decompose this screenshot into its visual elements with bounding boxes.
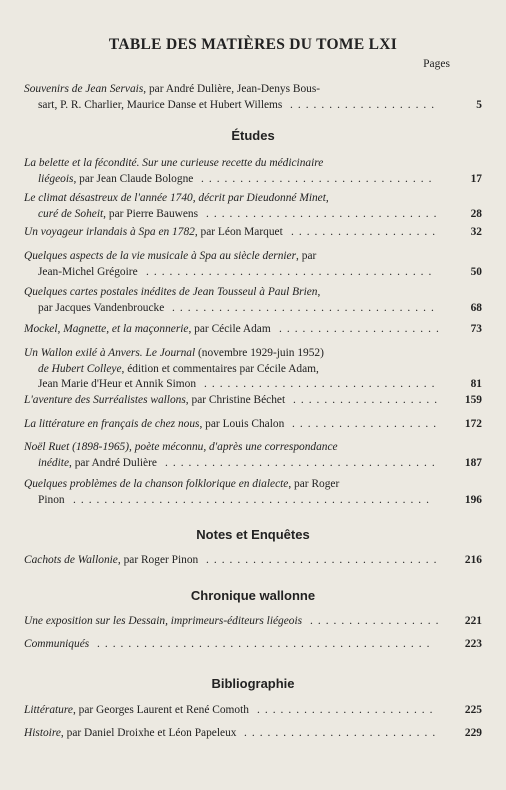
page-number: 221 (464, 615, 482, 627)
section-etudes: Études (231, 128, 275, 143)
leader-dots: .............................. (201, 172, 437, 185)
toc-entry-title: Littérature, par Georges Laurent et René Comoth (24, 704, 249, 716)
toc-entry-continuation: inédite, par André Dulière (38, 456, 157, 469)
page-number: 28 (470, 207, 482, 220)
section-notes-enquetes: Notes et Enquêtes (196, 527, 310, 542)
toc-entry (24, 614, 482, 630)
pages-column-header: Pages (423, 58, 450, 70)
toc-entry-title: Un voyageur irlandais à Spa en 1782, par Léon Marquet (24, 226, 283, 238)
leader-dots: ....................... (257, 704, 438, 716)
leader-dots: .............................................. (73, 493, 434, 506)
page-number: 216 (464, 554, 482, 566)
toc-entry-title: Le climat désastreux de l'année 1740, décrit par Dieudonné Minet, (24, 192, 329, 204)
toc-entry (24, 703, 482, 719)
page-number: 81 (470, 378, 482, 390)
toc-entry-title: La belette et la fécondité. Sur une curieuse recette du médicinaire (24, 157, 324, 169)
toc-entry-title: Quelques cartes postales inédites de Jean Tousseul à Paul Brien, (24, 286, 321, 298)
toc-entry (24, 285, 482, 316)
toc-entry (24, 249, 482, 280)
toc-entry-title: Une exposition sur les Dessain, imprimeurs-éditeurs liégeois (24, 615, 303, 627)
page-number: 187 (464, 456, 482, 469)
page-number: 196 (464, 493, 482, 506)
toc-entry-title: La littérature en français de chez nous, par Louis Chalon (24, 418, 285, 430)
leader-dots: ......................... (244, 727, 441, 739)
page-number: 229 (464, 727, 482, 739)
page-number: 73 (470, 323, 482, 335)
leader-dots: ................... (290, 98, 440, 111)
toc-entry-title: Quelques aspects de la vie musicale à Spa au siècle dernier, par (24, 250, 317, 262)
leader-dots: ........................................... (97, 638, 435, 650)
leader-dots: ................................... (165, 456, 440, 469)
toc-entry-title: Souvenirs de Jean Servais, par André Dulière, Jean-Denys Bous- (24, 83, 321, 95)
leader-dots: ................... (293, 394, 443, 406)
page-number: 5 (476, 98, 482, 111)
page-number: 172 (464, 418, 482, 430)
toc-entry (24, 553, 482, 569)
toc-entry-continuation: de Hubert Colleye, édition et commentaires par Cécile Adam, (38, 362, 319, 375)
toc-entry-title: L'aventure des Surréalistes wallons, par Christine Béchet (24, 394, 286, 406)
page-number: 68 (470, 301, 482, 314)
leader-dots: ................. (310, 615, 444, 627)
section-bibliographie: Bibliographie (211, 676, 295, 691)
section-chronique-wallonne: Chronique wallonne (190, 588, 316, 603)
toc-entry (24, 225, 482, 241)
toc-entry-continuation: liégeois, par Jean Claude Bologne (38, 172, 194, 185)
page-number: 225 (464, 704, 482, 716)
toc-entry (24, 440, 482, 471)
toc-entry-title: Quelques problèmes de la chanson folklorique en dialecte, par Roger (24, 478, 340, 490)
toc-entry (24, 477, 482, 508)
page-number: 17 (470, 172, 482, 185)
toc-entry-title: Communiqués (24, 638, 90, 650)
toc-entry (24, 322, 482, 338)
toc-entry-title: Noël Ruet (1898-1965), poète méconnu, d'après une correspondance (24, 441, 338, 453)
toc-entry-title: Un Wallon exilé à Anvers. Le Journal (novembre 1929-juin 1952) (24, 347, 324, 359)
page-number: 159 (464, 394, 482, 406)
toc-entry-title: Histoire, par Daniel Droixhe et Léon Papeleux (24, 727, 237, 739)
toc-entry-title: Cachots de Wallonie, par Roger Pinon (24, 554, 199, 566)
page-number: 50 (470, 265, 482, 278)
toc-entry-title: Mockel, Magnette, et la maçonnerie, par Cécile Adam (24, 323, 271, 335)
toc-entry (24, 393, 482, 409)
toc-entry (24, 156, 482, 187)
toc-entry-continuation: par Jacques Vandenbroucke (38, 301, 165, 314)
toc-entry-continuation: Pinon (38, 493, 65, 506)
leader-dots: ..................................... (146, 265, 437, 278)
page-number: 223 (464, 638, 482, 650)
toc-entry-continuation: Jean Marie d'Heur et Annik Simon (38, 378, 197, 390)
leader-dots: ................... (291, 226, 441, 238)
leader-dots: .............................. (204, 378, 440, 390)
page-title: TABLE DES MATIÈRES DU TOME LXI (108, 36, 398, 53)
toc-entry-continuation: curé de Soheit, par Pierre Bauwens (38, 207, 199, 220)
toc-entry-continuation: Jean-Michel Grégoire (38, 265, 138, 278)
toc-entry-continuation: sart, P. R. Charlier, Maurice Danse et Hubert Willems (38, 98, 283, 111)
page-number: 32 (470, 226, 482, 238)
toc-entry (24, 346, 482, 393)
leader-dots: ..................... (279, 323, 444, 335)
leader-dots: .................................. (172, 301, 439, 314)
toc-entry (24, 191, 482, 222)
toc-entry (24, 726, 482, 742)
toc-entry (24, 637, 482, 653)
leader-dots: .............................. (206, 554, 442, 566)
leader-dots: .............................. (206, 207, 442, 220)
toc-entry (24, 417, 482, 433)
leader-dots: ................... (292, 418, 442, 430)
toc-entry (24, 82, 482, 113)
